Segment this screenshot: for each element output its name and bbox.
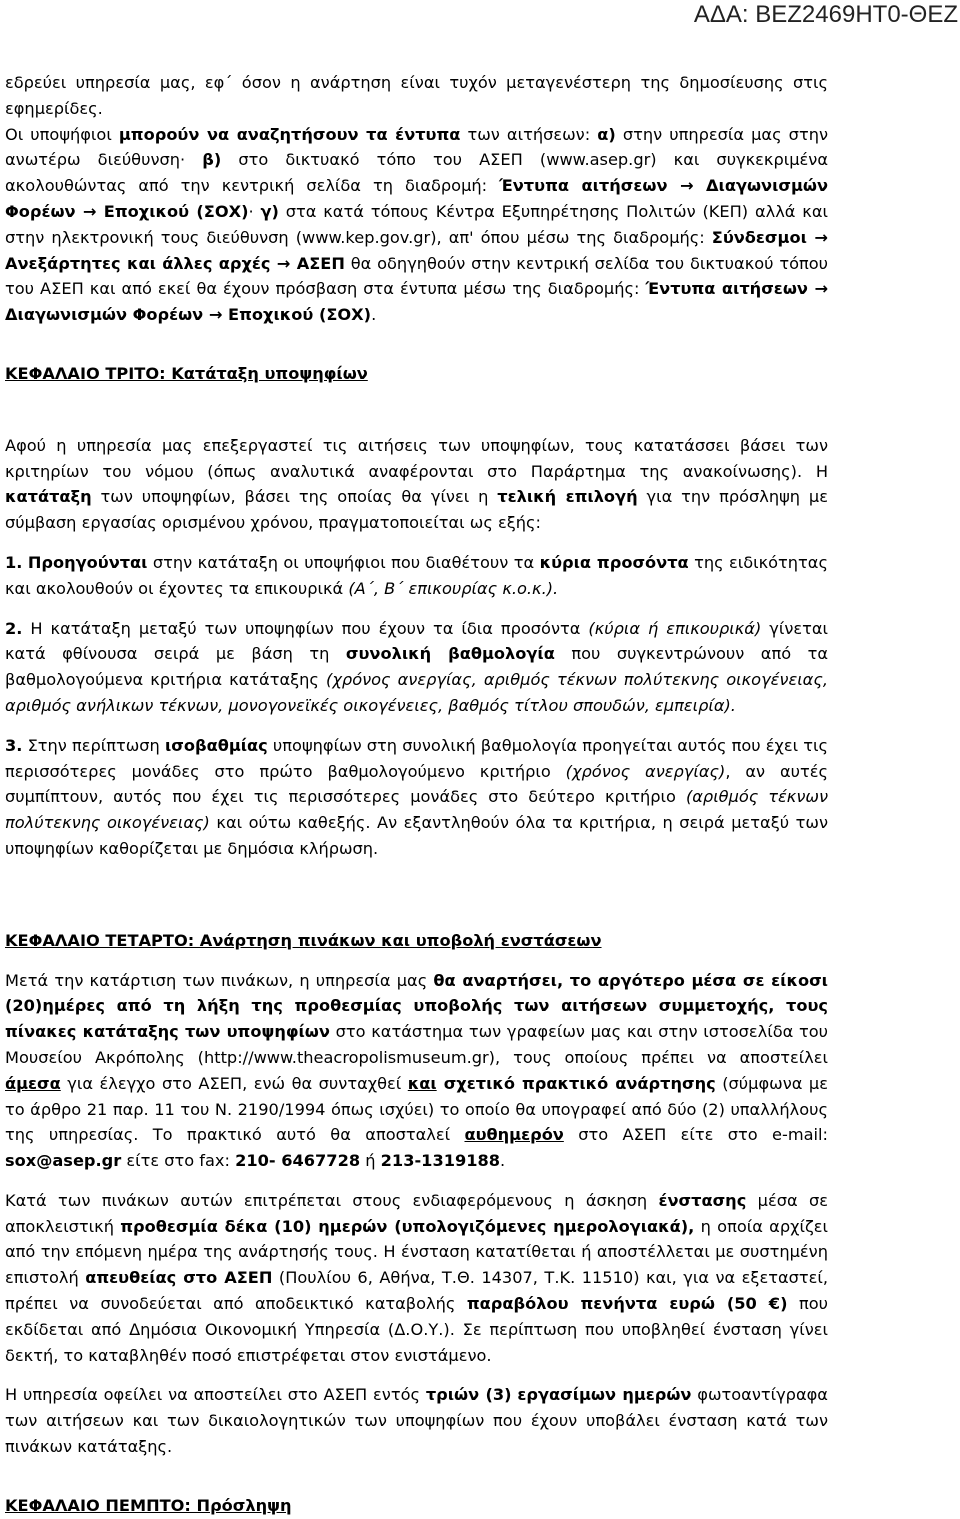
text-run: σχετικό πρακτικό ανάρτησης [443,1073,716,1093]
text-run: 210- 6467728 [235,1151,361,1171]
text-run: · [248,201,261,221]
text-run: άμεσα [5,1073,61,1093]
dispatch-paragraph [5,1382,828,1459]
ranking-item-3 [5,733,828,862]
text-run: Προηγούνται [27,552,148,572]
text-run: που εκδίδεται από Δημόσια Οικονομική Υπηρεσία (Δ.Ο.Υ.). Σε περίπτωση που υποβληθεί ένσταση γίνει δεκτή, το καταβληθέν ποσό επιστρέφεται στον ενιστάμενο. [5,1294,828,1365]
text-run: Η κατάταξη μεταξύ των υποψηφίων που έχουν τα ίδια προσόντα [22,618,589,638]
document-body [5,70,828,1519]
text-run: των υποψηφίων, βάσει της οποίας θα γίνει η [91,487,498,507]
text-run: (σύμφωνα με το άρθρο 21 παρ. 11 του Ν. 2190/1994 όπως ισχύει) το οποίο θα υπογραφεί από δύο (2) υπαλλήλους της υπηρεσίας. Το πρακτικό αυτό θα αποσταλεί [5,1073,828,1145]
text-run: εργασίμων ημερών [517,1385,692,1405]
text-run: (αριθμός τέκνων πολύτεκνης οικογένειας) [5,787,828,833]
text-run: απευθείας στο ΑΣΕΠ [85,1268,273,1288]
item-number: 2. [5,618,23,638]
intro-paragraph [5,70,828,122]
document-ada-code: ΑΔΑ: ΒΕΖ2469ΗΤ0-ΘΕΖ [693,1,958,28]
text-run: sox@asep.gr [5,1151,122,1171]
application-forms-paragraph [5,122,828,328]
text-run: (Α΄, Β΄ επικουρίας κ.ο.κ.). [348,578,559,598]
text-run: και ούτω καθεξής. Αν εξαντληθούν όλα τα κριτήρια, η σειρά μεταξύ των υποψηφίων καθορίζεται με δημόσια κλήρωση. [5,813,828,858]
text-run: , αν αυτές συμπίπτουν, αυτός που έχει τις περισσότερες μονάδες στο δεύτερο κριτήριο [5,761,828,807]
ranking-paragraph [5,433,828,536]
text-run: στην υπηρεσία μας στην ανωτέρω διεύθυνση· [5,124,828,170]
text-run: Σύνδεσμοι → Ανεξάρτητες και άλλες αρχές → ΑΣΕΠ [5,227,828,273]
text-run: (κύρια ή επικουρικά) [588,618,762,638]
posting-paragraph [5,968,828,1174]
chapter-4-heading: ΚΕΦΑΛΑΙΟ ΤΕΤΑΡΤΟ: Ανάρτηση πινάκων και υποβολή ενστάσεων [5,930,602,950]
text-run: Έντυπα αιτήσεων → Διαγωνισμών Φορέων → Εποχικού (ΣΟΧ) [5,279,829,325]
text-run: προθεσμία δέκα (10) ημερών (υπολογιζόμενες ημερολογιακά), [120,1216,695,1236]
text-run: για την πρόσληψη με σύμβαση εργασίας ορισμένου χρόνου, πραγματοποιείται ως εξής: [5,487,828,533]
text-run: για έλεγχο στο ΑΣΕΠ, ενώ θα συνταχθεί [60,1073,408,1093]
text-run: τελική επιλογή [497,487,638,507]
text-run: των αιτήσεων: [460,124,598,144]
text-run: υποψηφίων στη συνολική βαθμολογία προηγείται αυτός που έχει τις περισσότερες μονάδες στο πρώτο βαθμολογούμενο κριτήριο [5,735,828,781]
text-run: η οποία αρχίζει από την επόμενη ημέρα της ανάρτησής τους. Η ένσταση κατατίθεται ή αποστέλλεται με συστημένη επιστολή [5,1216,828,1288]
text-run: στο ΑΣΕΠ είτε στο e-mail: [563,1125,828,1145]
text-run: μέσα σε αποκλειστική [5,1190,829,1236]
text-run: ένστασης [658,1190,747,1210]
text-run: ισοβαθμίας [164,735,268,755]
text-run: Στην περίπτωση [22,735,165,755]
item-number: 1. [5,552,23,572]
text-run: κύρια προσόντα [539,552,689,572]
text-run: ή [360,1151,381,1171]
text-run [437,1074,444,1093]
text-run: Μετά την κατάρτιση των πινάκων, η υπηρεσία μας [5,970,434,990]
text-run: α) [597,124,616,144]
text-run: Αφού η υπηρεσία μας επεξεργαστεί τις αιτήσεις των υποψηφίων, τους κατατάσσει βάσει των κριτηρίων του νόμου (όπως αναλυτικά αναφέρονται στο Παράρτημα της ανακοίνωσης). Η [5,435,828,481]
objection-paragraph [5,1188,828,1369]
text-run: θα αναρτήσει, το αργότερο μέσα σε είκοσι (20)ημέρες από τη λήξη της προθεσμίας υποβολής των αιτήσεων συμμετοχής, τους πίνακες κατάταξης των υποψηφίων [5,970,828,1042]
text-run: Οι υποψήφιοι [5,124,119,144]
text-run: φωτοαντίγραφα των αιτήσεων και των δικαιολογητικών των υποψηφίων που έχουν υποβάλει ένσταση κατά των πινάκων κατάταξης. [5,1385,828,1457]
text-run: τριών (3) [425,1385,512,1405]
text-run: γ) [260,201,279,221]
text-run: . [500,1151,506,1171]
text-run: κατάταξη [5,487,92,507]
text-run: (χρόνος ανεργίας) [565,761,726,781]
text-run: παραβόλου πενήντα ευρώ (50 €) [466,1294,788,1314]
text-run: που συγκεντρώνουν από τα βαθμολογούμενα κριτήρια κατάταξης [5,644,829,690]
text-run: Η υπηρεσία οφείλει να αποστείλει στο ΑΣΕΠ εντός [5,1385,426,1405]
text-run: 213-1319188 [380,1151,501,1171]
text-run: θα οδηγηθούν στην κεντρική σελίδα του δικτυακού τόπου του ΑΣΕΠ και από εκεί θα έχουν πρόσβαση στα έντυπα μέσω της διαδρομής: [5,253,828,299]
ranking-item-2 [5,616,828,719]
chapter-3-heading: ΚΕΦΑΛΑΙΟ ΤΡΙΤΟ: Κατάταξη υποψηφίων [5,363,368,383]
text-run: Κατά των πινάκων αυτών επιτρέπεται στους ενδιαφερόμενους η άσκηση [5,1190,659,1210]
text-run: Έντυπα αιτήσεων → Διαγωνισμών Φορέων → Εποχικού (ΣΟΧ) [5,176,828,221]
text-run: της ειδικότητας και ακολουθούν οι έχοντες τα επικουρικά [5,552,828,598]
text-run: β) [202,150,222,170]
ranking-item-1 [5,550,828,602]
chapter-5-heading: ΚΕΦΑΛΑΙΟ ΠΕΜΠΤΟ: Πρόσληψη [5,1495,292,1515]
text-run: . [371,305,377,325]
text-run: και [407,1073,437,1093]
text-run: (χρόνος ανεργίας, αριθμός τέκνων πολύτεκνης οικογένειας, αριθμός ανήλικων τέκνων, μονογονεϊκές οικογένειες, βαθμός τίτλου σπουδών, εμπειρία). [5,670,828,715]
text-run: στο δικτυακό τόπο του ΑΣΕΠ (www.asep.gr) και συγκεκριμένα ακολουθώντας από την κεντρική σελίδα τη διαδρομή: [5,150,828,196]
text-run: συνολική βαθμολογία [345,644,555,664]
text-run: στα κατά τόπους Κέντρα Εξυπηρέτησης Πολιτών (ΚΕΠ) αλλά και στην ηλεκτρονική τους διεύθυνση (www.kep.gov.gr), απ' όπου μέσω της διαδρομής: [5,201,828,247]
item-number: 3. [5,735,23,755]
text-run: μπορούν να αναζητήσουν τα έντυπα [118,124,461,144]
text-run: γίνεται κατά φθίνουσα σειρά με βάση τη [5,618,829,664]
text-run: αυθημερόν [464,1125,564,1145]
text-run: στην κατάταξη οι υποψήφιοι που διαθέτουν τα [147,552,540,572]
text-run: εδρεύει υπηρεσία μας, εφ΄ όσον η ανάρτηση είναι τυχόν μεταγενέστερη της δημοσίευσης στις εφημερίδες. [5,73,828,118]
text-run: στο κατάστημα των γραφείων μας και στην ιστοσελίδα του Μουσείου Ακρόπολης (http://www.theacropolismuseum.gr), τους οποίους πρέπει να αποστείλει [5,1022,828,1067]
text-run: (Πουλίου 6, Αθήνα, Τ.Θ. 14307, Τ.Κ. 11510) και, για να εξεταστεί, πρέπει να συνοδεύεται από αποδεικτικό καταβολής [5,1268,828,1314]
text-run: είτε στο fax: [121,1151,236,1171]
